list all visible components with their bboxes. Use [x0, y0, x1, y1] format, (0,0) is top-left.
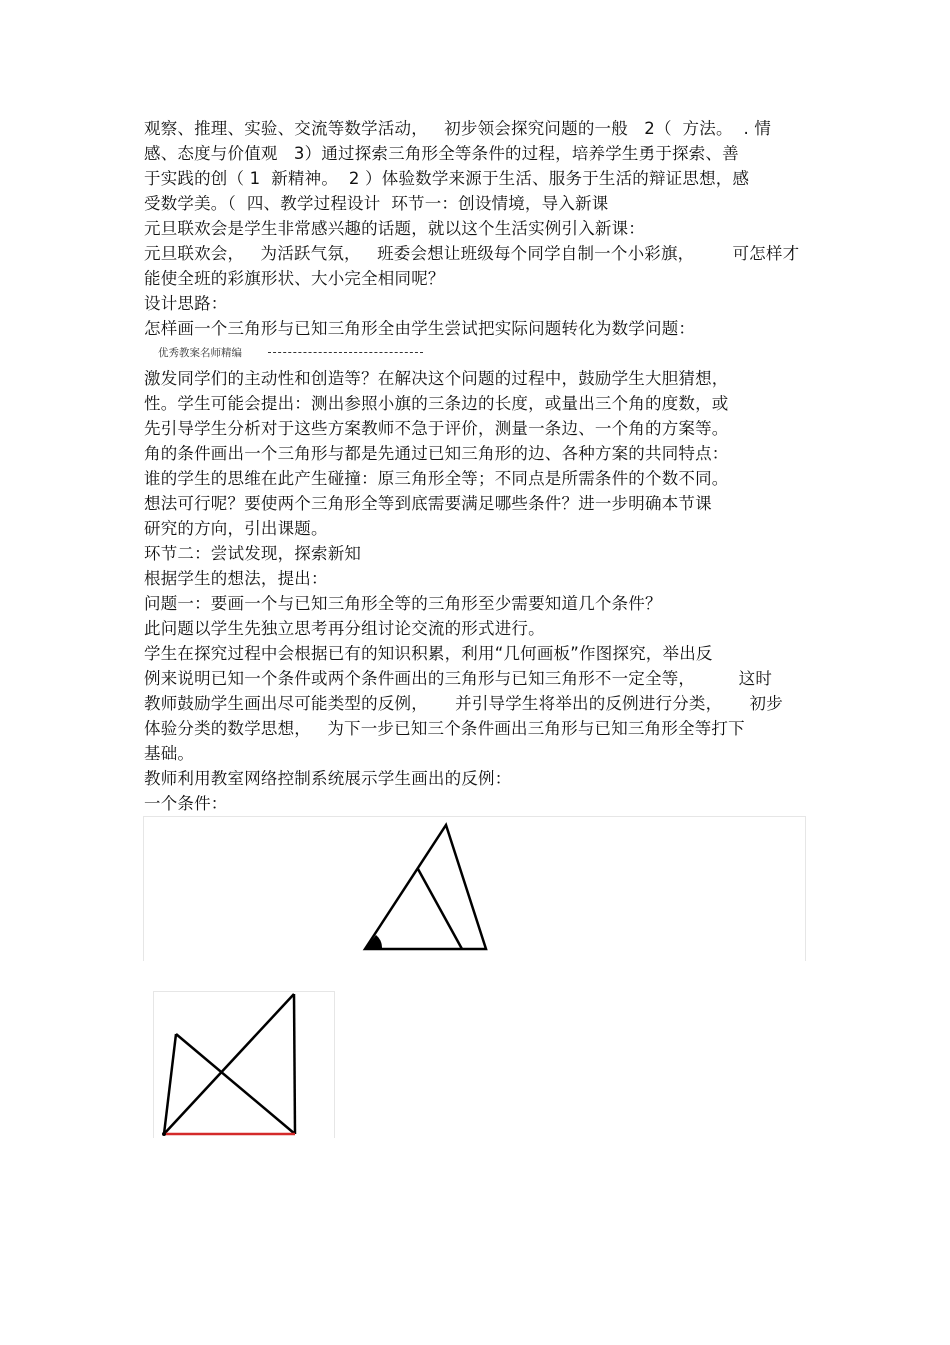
- figure-one-svg: [144, 817, 805, 961]
- text-line: 先引导学生分析对于这些方案教师不急于评价，测量一条边、一个角的方案等。: [144, 419, 729, 438]
- text-line: 元旦联欢会， 为活跃气氛， 班委会想让班级每个同学自制一个小彩旗， 可怎样才: [144, 244, 800, 263]
- text-line: 能使全班的彩旗形状、大小完全相同呢？: [144, 269, 445, 288]
- text-line: 感、态度与价值观 3）通过探索三角形全等条件的过程，培养学生勇于探索、善: [144, 144, 739, 163]
- text-line: 问题一：要画一个与已知三角形全等的三角形至少需要知道几个条件？: [144, 594, 662, 613]
- text-line: 环节二：尝试发现，探索新知: [144, 544, 362, 563]
- triangle-a-right: [176, 1034, 295, 1134]
- figure-two-svg: [154, 992, 334, 1138]
- triangle-b-left: [164, 994, 294, 1134]
- text-line: 体验分类的数学思想， 为下一步已知三个条件画出三角形与已知三角形全等打下: [144, 719, 745, 738]
- figure-two-condition: [153, 991, 335, 1138]
- text-line: 元旦联欢会是学生非常感兴趣的话题，就以这个生活实例引入新课：: [144, 219, 645, 238]
- text-line: 教师鼓励学生画出尽可能类型的反例， 并引导学生将举出的反例进行分类， 初步: [144, 694, 783, 713]
- text-line: 于实践的创（ 1 新精神。 2 ）体验数学来源于生活、服务于生活的辩证思想，感: [144, 169, 750, 188]
- triangle-inner-side: [418, 869, 462, 949]
- text-line: 例来说明已知一个条件或两个条件画出的三角形与已知三角形不一定全等， 这时: [144, 669, 773, 688]
- text-line: 基础。: [144, 744, 195, 763]
- figure-one-condition: [143, 816, 806, 961]
- base-vertex-dot: [162, 1132, 166, 1136]
- text-line: 观察、推理、实验、交流等数学活动， 初步领会探究问题的一般 2（ 方法。 . 情: [144, 119, 772, 138]
- text-line: 此问题以学生先独立思考再分组讨论交流的形式进行。: [144, 619, 545, 638]
- text-line: 想法可行呢？要使两个三角形全等到底需要满足哪些条件？进一步明确本节课: [144, 494, 712, 513]
- text-line: 激发同学们的主动性和创造等？在解决这个问题的过程中，鼓励学生大胆猜想，: [144, 369, 729, 388]
- text-line: 角的条件画出一个三角形与都是先通过已知三角形的边、各种方案的共同特点：: [144, 444, 729, 463]
- text-line: 性。学生可能会提出：测出参照小旗的三条边的长度，或量出三个角的度数，或: [144, 394, 729, 413]
- text-line: 一个条件：: [144, 794, 228, 813]
- text-line: 怎样画一个三角形与已知三角形全由学生尝试把实际问题转化为数学问题：: [144, 319, 696, 338]
- text-line: 谁的学生的思维在此产生碰撞：原三角形全等；不同点是所需条件的个数不同。: [144, 469, 729, 488]
- text-line: 根据学生的想法，提出：: [144, 569, 328, 588]
- dashed-divider: [268, 352, 423, 353]
- text-line: 受数学美。（ 四、教学过程设计 环节一：创设情境，导入新课: [144, 194, 609, 213]
- triangle-b-right: [294, 994, 295, 1134]
- text-line: 设计思路：: [144, 294, 228, 313]
- text-line: 教师利用教室网络控制系统展示学生画出的反例：: [144, 769, 512, 788]
- watermark-label: 优秀教案名师精编: [158, 347, 242, 359]
- triangle-a-left: [164, 1034, 176, 1134]
- text-line: 学生在探究过程中会根据已有的知识积累，利用“几何画板”作图探究，举出反: [144, 644, 713, 663]
- text-line: 研究的方向，引出课题。: [144, 519, 328, 538]
- triangle-outer: [365, 825, 486, 949]
